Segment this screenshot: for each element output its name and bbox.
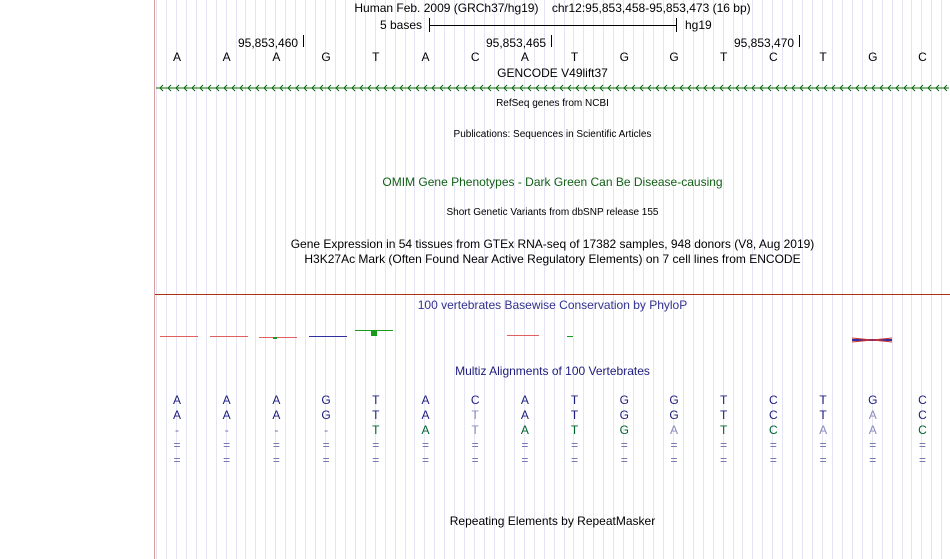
track-image-area[interactable] <box>155 0 950 559</box>
alignment-base-elephant: = <box>471 453 479 467</box>
alignment-base-elephant: = <box>322 453 330 467</box>
alignment-base-elephant: = <box>720 453 728 467</box>
phylop-bar-2 <box>210 336 248 337</box>
position-range: chr12:95,853,458-95,853,473 (16 bp) <box>551 1 751 15</box>
base-letter[interactable]: C <box>769 50 778 64</box>
base-letter[interactable]: A <box>421 50 430 64</box>
alignment-base-mouse: A <box>421 423 430 437</box>
position-tick-2: 95,853,465 <box>486 36 547 50</box>
base-letter[interactable]: A <box>172 50 181 64</box>
window-position-header <box>155 1 950 15</box>
position-tick-1: 95,853,460 <box>238 36 299 50</box>
alignment-base-mouse: A <box>520 423 529 437</box>
alignment-base-dog: = <box>620 438 628 452</box>
base-letter[interactable]: C <box>918 50 927 64</box>
h3k27ac-track-title: H3K27Ac Mark (Often Found Near Active Regulatory Elements) on 7 cell lines from ENCODE <box>304 252 801 266</box>
alignment-base-rhesus: A <box>868 408 877 422</box>
alignment-base-dog: = <box>173 438 181 452</box>
alignment-base-rhesus: G <box>619 408 629 422</box>
alignment-base-elephant: = <box>670 453 678 467</box>
alignment-base-mouse: T <box>720 423 728 437</box>
alignment-base-human: A <box>222 393 231 407</box>
alignment-base-human: T <box>372 393 380 407</box>
alignment-base-rhesus: A <box>172 408 181 422</box>
alignment-base-dog: = <box>471 438 479 452</box>
alignment-base-rhesus: A <box>272 408 281 422</box>
multiz-track-title: Multiz Alignments of 100 Vertebrates <box>455 364 650 378</box>
alignment-base-human: G <box>321 393 331 407</box>
alignment-base-human: T <box>819 393 827 407</box>
refseq-track-title: RefSeq genes from NCBI <box>496 98 609 109</box>
scale-bar <box>430 25 677 26</box>
gtex-track-title: Gene Expression in 54 tissues from GTEx RNA-seq of 17382 samples, 948 donors (V8, Aug 2019) <box>290 237 815 251</box>
alignment-base-rhesus: A <box>520 408 529 422</box>
base-letter[interactable]: A <box>272 50 281 64</box>
position-tick-3: 95,853,470 <box>734 36 795 50</box>
alignment-base-human: C <box>470 393 480 407</box>
alignment-base-rhesus: T <box>471 408 479 422</box>
alignment-base-rhesus: C <box>769 408 778 422</box>
alignment-base-elephant: = <box>223 453 231 467</box>
alignment-base-mouse: T <box>471 423 479 437</box>
alignment-base-human: G <box>868 393 878 407</box>
phylop-track-title: 100 vertebrates Basewise Conservation by PhyloP <box>417 298 688 312</box>
alignment-base-elephant: = <box>421 453 429 467</box>
repeatmasker-track-title: Repeating Elements by RepeatMasker <box>449 514 656 528</box>
alignment-base-human: G <box>619 393 629 407</box>
gencode-track-title: GENCODE V49lift37 <box>497 66 608 80</box>
alignment-base-rhesus: T <box>720 408 728 422</box>
alignment-base-elephant: = <box>272 453 280 467</box>
alignment-base-dog: = <box>521 438 529 452</box>
assembly-name: Human Feb. 2009 (GRCh37/hg19) <box>354 1 539 15</box>
alignment-base-dog: = <box>670 438 678 452</box>
alignment-base-dog: = <box>918 438 926 452</box>
position-tick-mark-3 <box>799 35 800 47</box>
base-letter[interactable]: G <box>321 50 331 64</box>
alignment-base-mouse: - <box>175 423 179 437</box>
gencode-gene-model[interactable] <box>155 82 950 94</box>
alignment-base-dog: = <box>223 438 231 452</box>
phylop-bar-8 <box>852 335 894 345</box>
phylop-bar-5-mark <box>371 330 377 336</box>
alignment-base-human: C <box>918 393 927 407</box>
position-tick-mark-2 <box>551 35 552 47</box>
phylop-bar-7 <box>567 336 573 337</box>
phylop-bar-3 <box>259 337 297 338</box>
alignment-base-rhesus: T <box>570 408 579 422</box>
alignment-base-dog: = <box>819 438 827 452</box>
alignment-base-rhesus: T <box>372 408 380 422</box>
alignment-base-dog: = <box>421 438 429 452</box>
alignment-base-human: A <box>272 393 281 407</box>
alignment-base-dog: = <box>272 438 280 452</box>
alignment-base-elephant: = <box>918 453 926 467</box>
alignment-base-mouse: G <box>619 423 629 437</box>
alignment-base-human: C <box>769 393 778 407</box>
base-letter[interactable]: T <box>720 50 728 64</box>
alignment-base-mouse: - <box>274 423 279 437</box>
phylop-bar-4 <box>309 336 347 337</box>
alignment-base-mouse: C <box>769 423 778 437</box>
alignment-base-mouse: A <box>868 423 877 437</box>
alignment-base-dog: = <box>869 438 877 452</box>
scale-text: 5 bases <box>380 18 423 32</box>
alignment-base-dog: = <box>372 438 380 452</box>
alignment-base-rhesus: T <box>819 408 827 422</box>
base-letter[interactable]: T <box>570 50 579 64</box>
alignment-base-dog: = <box>769 438 777 452</box>
base-letter[interactable]: C <box>470 50 480 64</box>
alignment-base-mouse: A <box>819 423 828 437</box>
alignment-base-dog: = <box>720 438 728 452</box>
alignment-base-mouse: C <box>918 423 927 437</box>
dbsnp-track-title: Short Genetic Variants from dbSNP release 155 <box>446 207 659 218</box>
base-letter[interactable]: G <box>669 50 679 64</box>
alignment-base-elephant: = <box>769 453 777 467</box>
alignment-base-human: T <box>570 393 579 407</box>
alignment-base-human: A <box>421 393 430 407</box>
omim-track-title: OMIM Gene Phenotypes - Dark Green Can Be Disease-causing <box>382 175 723 189</box>
alignment-base-elephant: = <box>620 453 628 467</box>
alignment-base-elephant: = <box>372 453 380 467</box>
alignment-base-mouse: - <box>224 423 229 437</box>
scale-assembly: hg19 <box>685 18 712 32</box>
alignment-base-rhesus: G <box>669 408 679 422</box>
alignment-base-elephant: = <box>521 453 529 467</box>
alignment-base-human: A <box>520 393 529 407</box>
track-labels-sidebar <box>0 0 154 559</box>
alignment-base-elephant: = <box>819 453 827 467</box>
phylop-bar-1 <box>160 336 198 337</box>
phylop-bar-6 <box>507 335 539 336</box>
alignment-base-dog: = <box>571 438 579 452</box>
alignment-base-dog: = <box>322 438 330 452</box>
alignment-base-mouse: T <box>372 423 380 437</box>
track-group-separator <box>155 294 950 295</box>
alignment-base-mouse: T <box>570 423 579 437</box>
alignment-base-rhesus: A <box>421 408 430 422</box>
alignment-base-elephant: = <box>869 453 877 467</box>
alignment-base-rhesus: A <box>222 408 231 422</box>
scale-bar-left-cap <box>429 18 430 32</box>
alignment-base-rhesus: C <box>918 408 927 422</box>
alignment-base-elephant: = <box>173 453 181 467</box>
position-tick-mark-1 <box>303 35 304 47</box>
alignment-base-rhesus: G <box>321 408 331 422</box>
base-letter[interactable]: T <box>372 50 380 64</box>
alignment-base-mouse: A <box>669 423 678 437</box>
base-letter[interactable]: A <box>520 50 529 64</box>
alignment-base-elephant: = <box>571 453 579 467</box>
base-letter[interactable]: A <box>222 50 231 64</box>
base-letter[interactable]: G <box>868 50 878 64</box>
base-letter[interactable]: G <box>619 50 629 64</box>
base-letter[interactable]: T <box>819 50 827 64</box>
alignment-base-human: A <box>172 393 181 407</box>
scale-bar-right-cap <box>676 18 677 32</box>
alignment-base-mouse: - <box>324 423 329 437</box>
publications-track-title: Publications: Sequences in Scientific Articles <box>453 129 652 140</box>
phylop-bar-3-mark <box>273 337 277 339</box>
alignment-base-human: G <box>669 393 679 407</box>
alignment-base-human: T <box>720 393 728 407</box>
